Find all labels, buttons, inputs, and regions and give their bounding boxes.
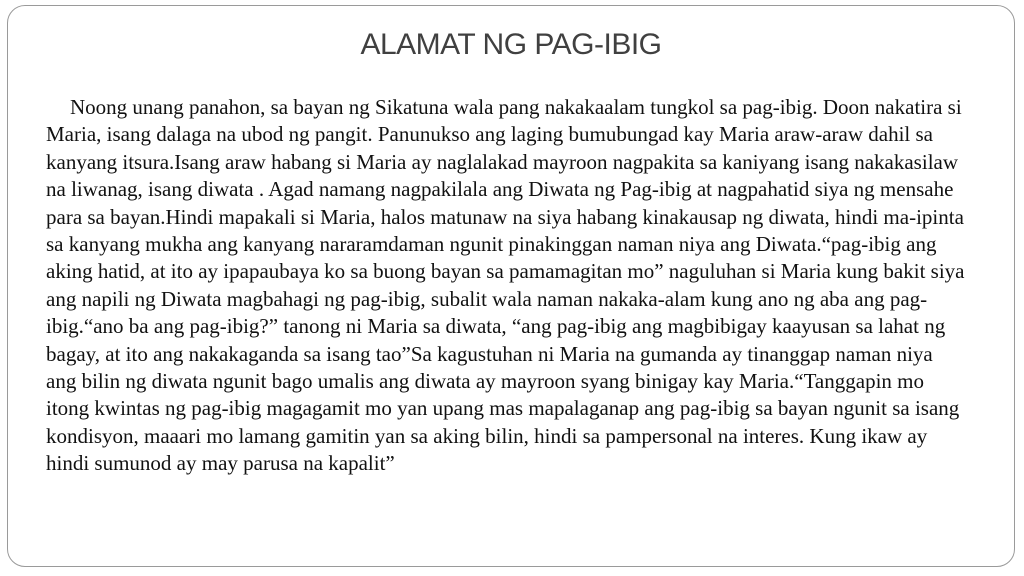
slide-title: ALAMAT NG PAG-IBIG [360, 28, 662, 61]
slide-frame [7, 5, 1015, 567]
slide-body-text: Noong unang panahon, sa bayan ng Sikatuna wala pang nakakaalam tungkol sa pag-ibig. Doon nakatira si Maria, isang dalaga na ubod ng pangit. Panunukso ang laging bumubungad kay Maria araw-araw dahil sa kanyang itsura.Isang araw habang si Maria ay naglalakad mayroon nagpakita sa kaniyang isang nakakasilaw na liwanag, isang diwata . Agad namang nagpakilala ang Diwata ng Pag-ibig at nagpahatid siya ng mensahe para sa bayan.Hindi mapakali si Maria, halos matunaw na siya habang kinakausap ng diwata, hindi ma-ipinta sa kanyang mukha ang kanyang nararamdaman ngunit pinakinggan naman niya ang Diwata.“pag-ibig ang aking hatid, at ito ay ipapaubaya ko sa buong bayan sa pamamagitan mo” naguluhan si Maria kung bakit siya ang napili ng Diwata magbahagi ng pag-ibig, subalit wala naman nakaka-alam kung ano ng aba ang pag-ibig.“ano ba ang pag-ibig?” tanong ni Maria sa diwata, “ang pag-ibig ang magbibigay kaayusan sa lahat ng bagay, at ito ang nakakaganda sa isang tao”Sa kagustuhan ni Maria na gumanda ay tinanggap naman niya ang bilin ng diwata ngunit bago umalis ang diwata ay mayroon syang binigay kay Maria.“Tanggapin mo itong kwintas ng pag-ibig magagamit mo yan upang mas mapalaganap ang pag-ibig sa bayan ngunit sa isang kondisyon, maaari mo lamang gamitin yan sa aking bilin, hindi sa pampersonal na interes. Kung ikaw ay hindi sumunod ay may parusa na kapalit” [46, 95, 965, 476]
